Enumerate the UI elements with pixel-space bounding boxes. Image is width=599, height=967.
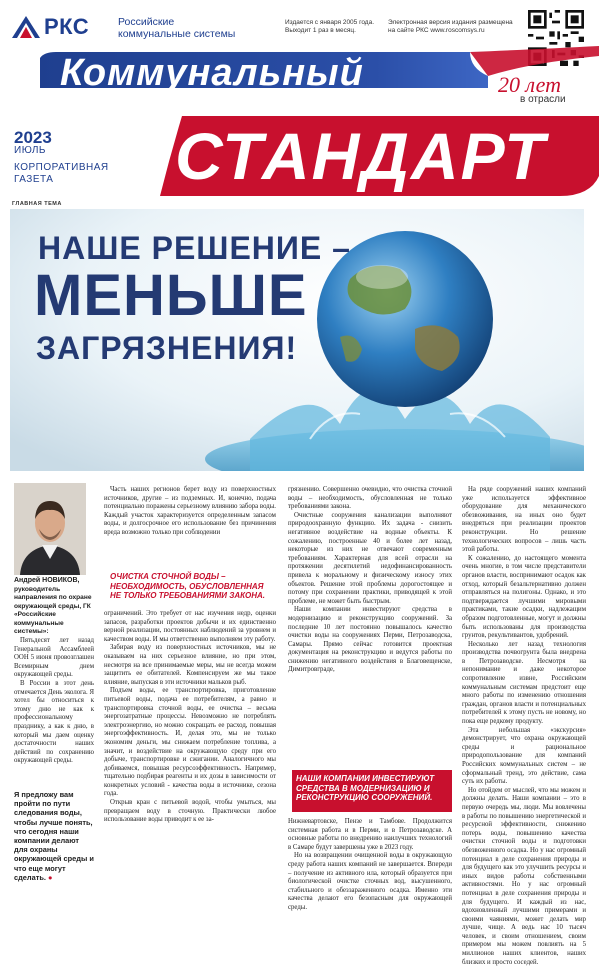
- author-role: руководитель направления по охране окружающей среды, ГК «Российские коммунальные системы»:: [14, 586, 92, 636]
- anniversary-mark: 20 лет в отрасли: [498, 72, 566, 105]
- masthead-title-top: Коммунальный: [60, 52, 364, 94]
- author-name: Андрей НОВИКОВ,: [14, 577, 80, 584]
- headline-line-1: НАШЕ РЕШЕНИЕ –: [38, 230, 351, 266]
- column-2-text-continued: ограничений. Это требует от нас изучения недр, оценки запасов, разработки проектов добычи и их единственно верной реализации, постоянных наблюдений за уровнем и качеством воды. И мы ответственно выполняем эту работу. Забирая воду из поверхностных источников, мы не оказываем на них серьезное влияние, но при этом, несмотря на все принимаемые меры, мы не всегда можем защитить ее обитателей. Компенсируем же мы такое влияние, выпуская в эти источники мальков рыб. Подъем воды, ее транспортировка, приготовление питьевой воды, подача ее потребителям, а равно и транспортировка сточной воды, ее очистка – весьма энергозатратные процессы. Невозможно не потреблять электроэнергию, но можно сокращать ее расход, повышая энергоэффективность. И, делая это, мы не только экономим деньги, мы снижаем потребление топлива, а значит, и воздействие на окружающую среду при его добыче, транспортировке и сжигании. Аналогичного мы добиваемся, повышая ресурсоэффективность. Например, тщательно подбирая реагенты и их дозы в зависимости от конкретных условий - качества воды в источнике, сезона года. Открыв кран с питьевой водой, чтобы умыться, мы превращаем воду в сточную. Практически любое использование воды приводит к ее за-: [104, 610, 276, 824]
- subheading-investment: НАШИ КОМПАНИИ ИНВЕСТИРУЮТ СРЕДСТВА В МОДЕРНИЗАЦИЮ И РЕКОНСТРУКЦИЮ СООРУЖЕНИЙ.: [292, 770, 452, 812]
- column-1-text: Пятьдесят лет назад Генеральной Ассамблеей ООН 5 июня провозглашен Всемирным днем окружающей среды. В России в этот день отмечается День эколога. Я хотел бы относиться к этому дню не как к профессиональному празднику, а как к дню, в который мы даем оценку достаточности наших действий по сохранению окружающей среды.: [14, 637, 94, 765]
- headline-line-2: МЕНЬШЕ: [34, 263, 308, 328]
- rks-logo-icon: [10, 14, 42, 40]
- subheading-wastewater: ОЧИСТКА СТОЧНОЙ ВОДЫ – НЕОБХОДИМОСТЬ, ОБУСЛОВЛЕННАЯ НЕ ТОЛЬКО ТРЕБОВАНИЯМИ ЗАКОНА.: [110, 572, 265, 601]
- section-label: ГЛАВНАЯ ТЕМА: [12, 201, 62, 207]
- column-2-text: Часть наших регионов берет воду из поверхностных источников, другие – из подземных. И, конечно, подача потенциально поражены серьезному влиянию забора воды. Каждый участок характеризуется определенным запасом воды, и долгосрочное его использование без причинения вреда возможно только при соблюдении: [104, 486, 276, 536]
- masthead-title-bottom: СТАНДАРТ: [175, 119, 547, 193]
- logo-name: РКС: [44, 14, 90, 39]
- column-3-text: грязнению. Совершенно очевидно, что очистка сточной воды – необходимость, обусловленная не только требованиями закона. Очистные сооружения канализации выполняют природоохранную функцию. Их задача - снизить негативное воздействие на водные объекты. К сожалению, построенные 40 и более лет назад, некоторые из них не отвечают современным требованиям. Характерная для всей отрасли на протяжении десятилетий недофинансированность привела к моральному и физическому износу этих объектов. Решение этой проблемы дорогостоящее и потому при сохранении практики, приводящей к этой проблеме, не может быть быстрым. Наши компании инвестируют средства в модернизацию и реконструкцию сооружений. За последние 10 лет постоянно повышалось качество очистки воды на сооружениях Перми, Петрозаводска, Самары. Прямо сейчас готовится проектная документация на реконструкцию и ведутся работы по снижению негативного воздействия в Благовещенске, Димитровграде,: [288, 486, 452, 674]
- headline-line-3: ЗАГРЯЗНЕНИЯ!: [36, 330, 298, 366]
- pull-quote: Я предложу вам пройти по пути следования воды, чтобы лучше понять, что сегодня наши компании делают для охраны окружающей среды и что еще могут сделать. ●: [14, 790, 94, 882]
- issue-year: 2023: [14, 128, 52, 147]
- corporate-newspaper-label: КОРПОРАТИВНАЯ ГАЗЕТА: [14, 162, 109, 185]
- column-4-text: На ряде сооружений наших компаний уже используется эффективное оборудование для механического обезвоживания, на иных оно будет внедряться при реализации проектов реконструкции. Но решение технологических вопросов – лишь часть этой работы. К сожалению, до настоящего момента очень многие, в том числе представители органов власти, воспринимают осадок как отход, который безальтернативно должен отправляться на полигоны. Однако, и это подтверждается лучшими мировыми практиками, такие осадки, надлежащим образом подготовленные, могут и должны быть использованы для производства грунтов, рекультивантов, удобрений. Несколько лет назад технология производства почвогрунта была внедрена в Петрозаводске. Несмотря на непонимание и даже некоторое сопротивление извне, Российским коммунальным системам предстоит еще много работы по изменению отношения граждан, органов власти и потенциальных потребителей к этому пусть не новому, но пока еще редкому продукту. Эта небольшая «экскурсия» демонстрирует, что охрана окружающей среды и рациональное природопользование для компаний Российских коммунальных систем – не сформальный тренд, это действие, сама суть их работы. Но отойдем от мыслей, что мы можем и должны делать. Наши компании – это в первую очередь мы, люди. Мы вовлечены в работы по повышению энергетической и ресурсной эффективности, снижению потерь воды, повышению качества очистки сточной воды и подготовки обезвоженного осадка. Но у нас огромный потенциал в деле сохранения природы и для будущего как это улучшить ресурсы и иных видов работы собственными активностями. Но у нас огромный потенциал в деле сохранения природы и для будущего. И каждый из нас, вдохновленный лучшими примерами и своими чаяниями, может делать мир лучше, чище. А ведь нас 10 тысяч человек, и своим отношением, своим примером мы можем повлиять на 5 миллионов наших клиентов, наших близких и просто соседей.: [462, 486, 586, 966]
- author-portrait-photo: [14, 483, 86, 575]
- issue-month: ИЮЛЬ: [14, 145, 46, 156]
- logo-subtitle: Российские коммунальные системы: [118, 16, 236, 40]
- column-3-text-continued: Нижневартовске, Пензе и Тамбове. Продолжится системная работа и в Перми, и в Петрозаводске. А основные работы по внедрению наилучших технологий в Самаре будут завершены уже в 2023 году. Но на возвращении очищенной воды в окружающую среду работа наших компаний не завершается. Впереди – получение из активного ила, который образуется при биологической очистке сточных вод, высушенного, стабильного и обеззараженного осадка. Именно эти качества делают его безопасным для окружающей среды.: [288, 818, 452, 911]
- web-version-info: Электронная версия издания размещена на сайте РКС www.roscomsys.ru: [388, 19, 513, 34]
- publication-info: Издается с января 2005 года. Выходит 1 раз в месяц.: [285, 19, 375, 34]
